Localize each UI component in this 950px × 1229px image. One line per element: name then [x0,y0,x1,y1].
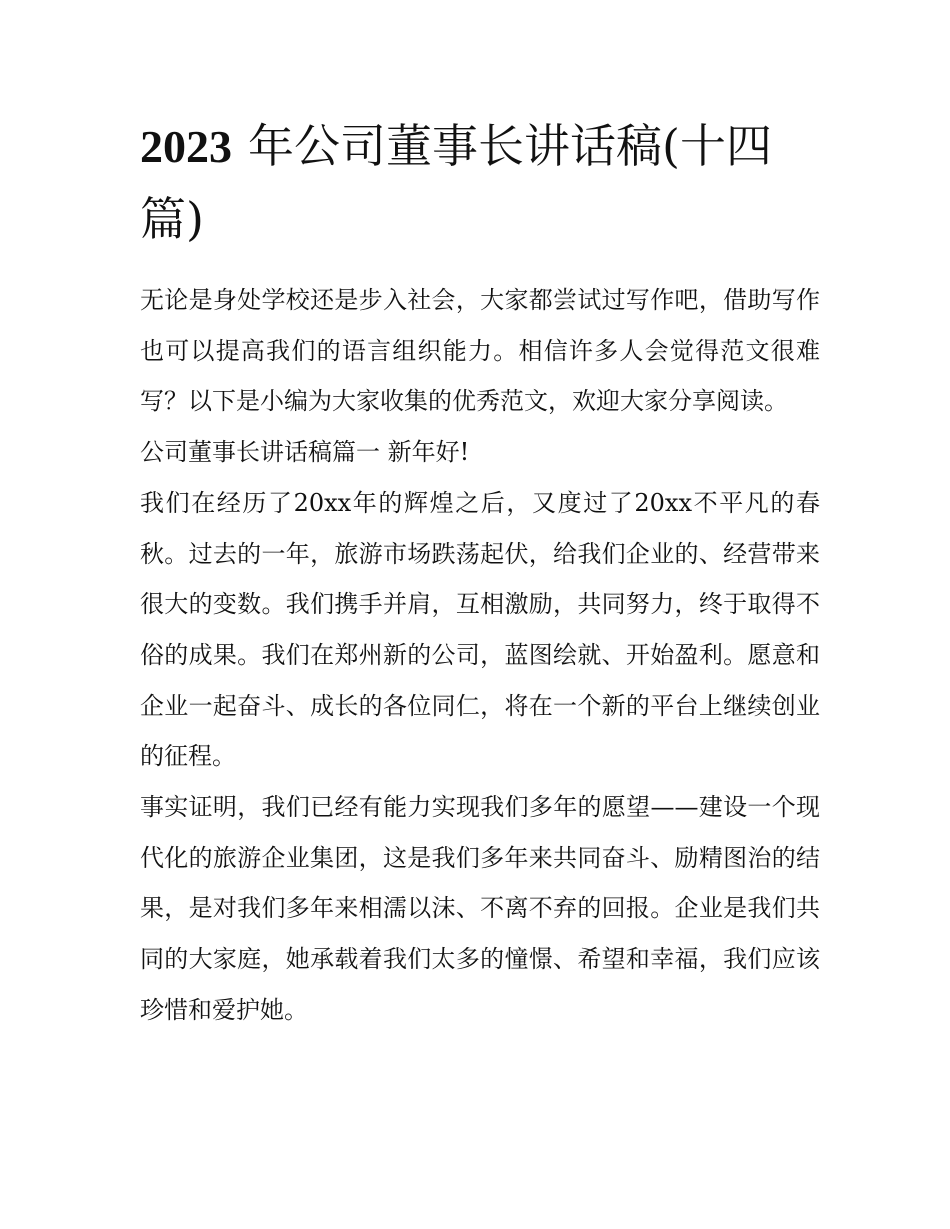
intro-paragraph: 无论是身处学校还是步入社会，大家都尝试过写作吧，借助写作也可以提高我们的语言组织能力。相信许多人会觉得范文很难写？以下是小编为大家收集的优秀范文，欢迎大家分享阅读。 [140,286,820,416]
section-heading: 公司董事长讲话稿篇一 新年好! [140,438,470,467]
document-body [140,275,820,1036]
title-text: 年公司董事长讲话稿(十四篇) [140,119,772,246]
document-title [140,110,820,255]
body-paragraph: 事实证明，我们已经有能力实现我们多年的愿望——建设一个现代化的旅游企业集团，这是我们多年来共同奋斗、励精图治的结果，是对我们多年来相濡以沫、不离不弃的回报。企业是我们共同的大家庭，她承载着我们太多的憧憬、希望和幸福，我们应该珍惜和爱护她。 [140,793,820,1024]
title-year: 2023 [140,121,232,172]
body-paragraph: 我们在经历了20xx年的辉煌之后，又度过了20xx不平凡的春秋。过去的一年，旅游市场跌荡起伏，给我们企业的、经营带来很大的变数。我们携手并肩，互相激励，共同努力，终于取得不俗的成果。我们在郑州新的公司，蓝图绘就、开始盈利。愿意和企业一起奋斗、成长的各位同仁，将在一个新的平台上继续创业的征程。 [140,488,820,771]
document-page [140,110,820,1036]
